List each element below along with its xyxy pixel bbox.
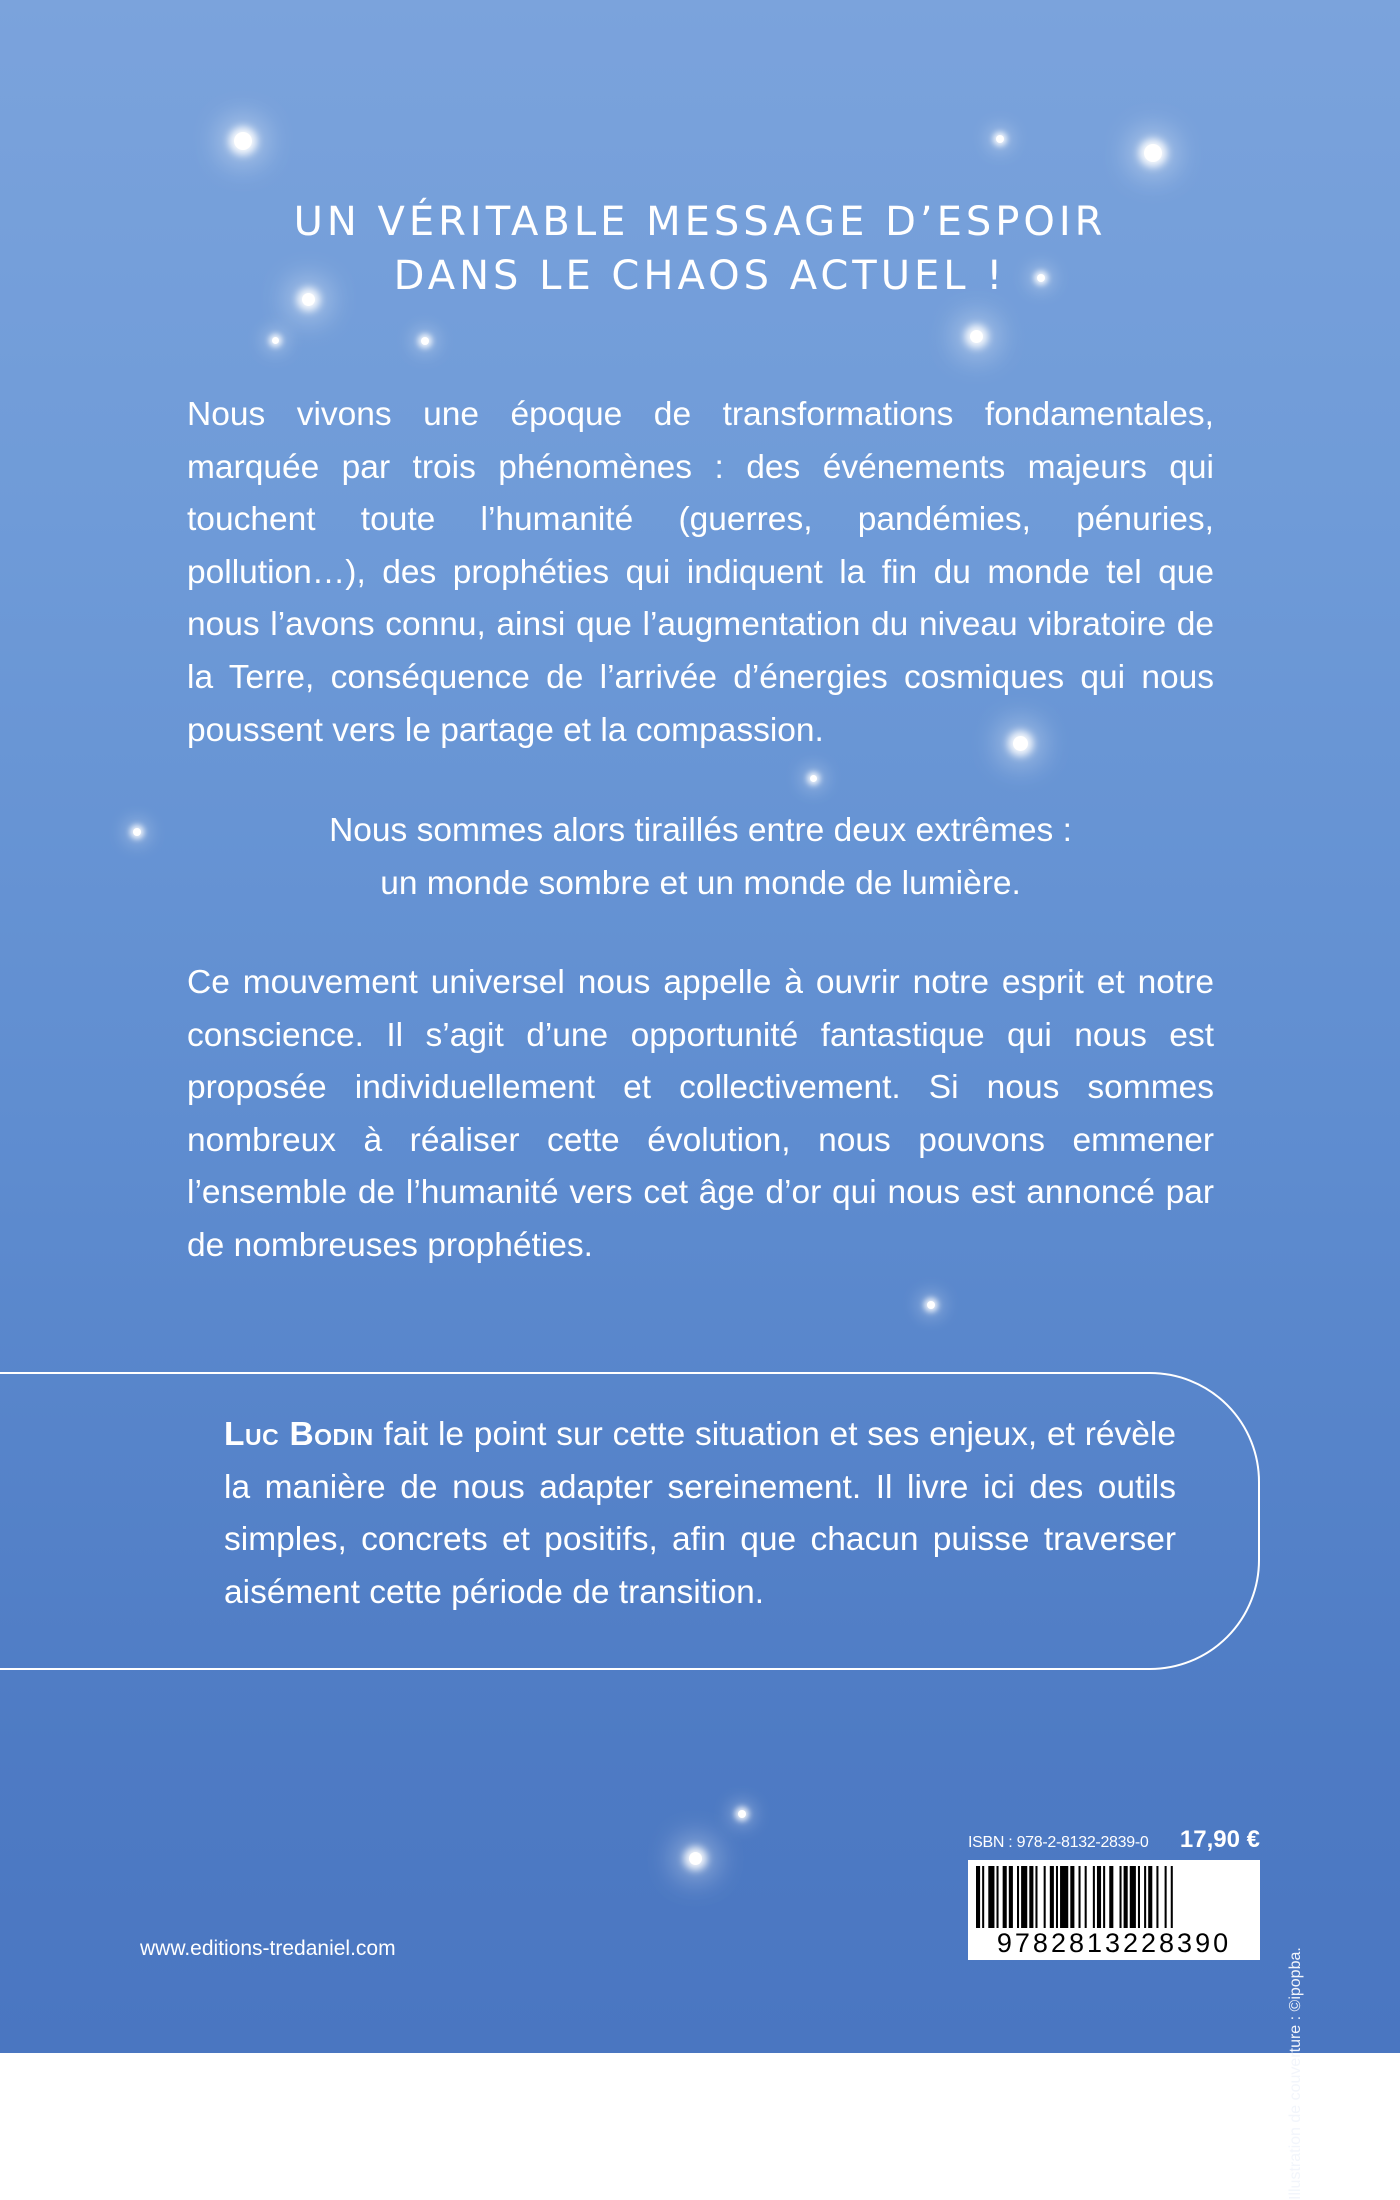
barcode-bar [1079, 1866, 1081, 1928]
star-icon [133, 828, 141, 836]
star-icon [1144, 144, 1162, 162]
barcode-bar [1130, 1866, 1136, 1928]
barcode-bar [1085, 1866, 1087, 1928]
star-icon [689, 1852, 702, 1865]
barcode-bar [988, 1866, 994, 1928]
barcode-bar [1003, 1866, 1007, 1928]
barcode-bar [1093, 1866, 1095, 1928]
star-icon [421, 337, 429, 345]
price: 17,90 € [1179, 1826, 1260, 1853]
body-paragraph: Ce mouvement universel nous appelle à ouvrir notre esprit et notre conscience. Il s’agit d’une opportunité fantastique qui nous est proposée individuellement et collectivement. Si nous sommes nombreux à réaliser cette évolution, nous pouvons emmener l’ensemble de l’humanité vers cet âge d’or qui nous est annoncé par de nombreuses prophéties. [187, 964, 1214, 1264]
barcode [968, 1860, 1260, 1960]
barcode-bar [1029, 1866, 1033, 1928]
barcode-bar [997, 1866, 999, 1928]
barcode-bar [1156, 1866, 1158, 1928]
headline-line-2: DANS LE CHAOS ACTUEL ! [393, 253, 1007, 299]
star-icon [927, 1301, 935, 1309]
barcode-bars [974, 1866, 1254, 1928]
isbn-number: ISBN : 978-2-8132-2839-0 [968, 1834, 1149, 1851]
barcode-bar [1138, 1866, 1140, 1928]
barcode-bar [1017, 1866, 1019, 1928]
star-icon [272, 337, 279, 344]
isbn-price-line [968, 1826, 1260, 1860]
barcode-bar [1021, 1866, 1027, 1928]
barcode-bar [1120, 1866, 1122, 1928]
barcode-bar [1044, 1866, 1046, 1928]
barcode-bar [1124, 1866, 1128, 1928]
barcode-bar [1056, 1866, 1058, 1928]
star-icon [970, 330, 983, 343]
centered-line-1: Nous sommes alors tiraillés entre deux extrêmes : [329, 812, 1072, 849]
intro-paragraph: Nous vivons une époque de transformations fondamentales, marquée par trois phénomènes : des événements majeurs qui touchent toute l’humanité (guerres, pandémies, pénuries, pollution…), des prophéties qui indiquent la fin du monde tel que nous l’avons connu, ainsi que l’augmentation du niveau vibratoire de la Terre, conséquence de l’arrivée d’énergies cosmiques qui nous poussent vers le partage et la compassion. [187, 396, 1214, 749]
barcode-bar [1144, 1866, 1146, 1928]
barcode-bar [982, 1866, 984, 1928]
author-description: fait le point sur cette situation et ses enjeux, et révèle la manière de nous adapter sereinement. Il livre ici des outils simples, concrets et positifs, afin que chacun puisse traverser aisément cette période de transition. [224, 1416, 1176, 1611]
centered-paragraph [187, 805, 1214, 910]
barcode-bar [1148, 1866, 1152, 1928]
star-icon [810, 775, 817, 782]
illustration-credit: Illustration de couverture : ©ipopba. [1287, 1947, 1304, 2200]
star-icon [738, 1810, 746, 1818]
barcode-bar [1035, 1866, 1037, 1928]
barcode-bar [1060, 1866, 1068, 1928]
barcode-bar [1009, 1866, 1013, 1928]
barcode-bar [1097, 1866, 1101, 1928]
author-paragraph [224, 1409, 1176, 1619]
barcode-bar [1103, 1866, 1105, 1928]
author-name: Luc Bodin [224, 1416, 374, 1453]
barcode-bar [1050, 1866, 1054, 1928]
publisher-website: www.editions-tredaniel.com [140, 1937, 396, 1960]
star-icon [996, 135, 1004, 143]
headline-line-1: UN VÉRITABLE MESSAGE D’ESPOIR [293, 199, 1107, 245]
star-icon [234, 132, 252, 150]
barcode-bar [1165, 1866, 1167, 1928]
barcode-bar [976, 1866, 980, 1928]
headline [200, 195, 1200, 303]
centered-line-2: un monde sombre et un monde de lumière. [380, 864, 1021, 902]
barcode-bar [1171, 1866, 1173, 1928]
barcode-digits: 9782813228390 [996, 1928, 1232, 1958]
barcode-bar [1070, 1866, 1074, 1928]
barcode-bar [1109, 1866, 1113, 1928]
